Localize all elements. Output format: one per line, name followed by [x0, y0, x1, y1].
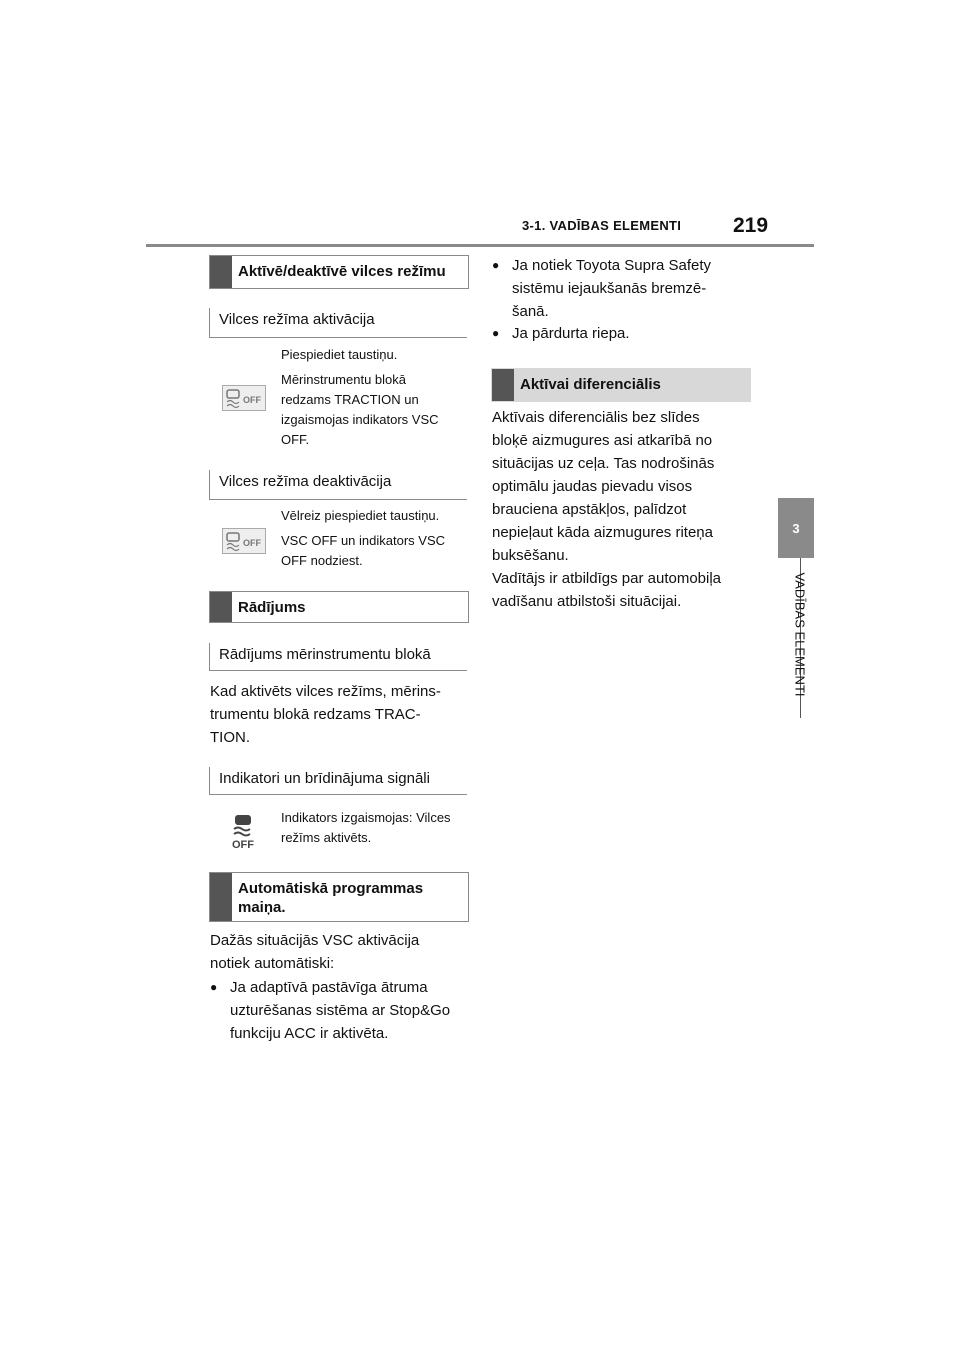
deactivation-result: VSC OFF un indikators VSC OFF nodziest.: [281, 533, 445, 568]
subheader-activation: Vilces režīma aktivācija: [209, 308, 467, 338]
page-number: 219: [733, 214, 769, 237]
activation-step: Piespiediet taustiņu.: [281, 347, 398, 362]
deactivation-step: Vēlreiz piespiediet taustiņu.: [281, 508, 440, 523]
section-header-text: Aktīvai diferenciālis: [520, 376, 661, 393]
chapter-number: 3: [792, 520, 800, 536]
header-rule: [146, 244, 814, 247]
subheader-deactivation: Vilces režīma deaktivācija: [209, 470, 467, 500]
subheader-indicators: Indikatori un brīdinājuma signāli: [209, 767, 467, 795]
list-item: ● Ja notiek Toyota Supra Safety sistēmu iejaukšanās bremzē- šanā.: [492, 257, 712, 320]
chapter-tab: [778, 498, 814, 558]
activation-result: Mērinstrumentu blokā redzams TRACTION un izgaismojas indikators VSC OFF.: [281, 372, 439, 447]
differential-text: Aktīvais diferenciālis bez slīdes bloķē aizmugures asi atkarībā no situācijas uz ceļa. Tas nodrošinās optimālu jaudas pievadu visos brauciena apstākļos, palīdzot nepieļaut kāda aizmugures riteņa buksēšanu.: [492, 409, 715, 564]
auto-text: Dažās situācijās VSC aktivācija notiek automātiski:: [210, 932, 420, 972]
traction-button-icon: [222, 385, 266, 411]
traction-button-icon: [222, 528, 266, 554]
svg-text:OFF: OFF: [243, 395, 261, 405]
traction-indicator-icon: [229, 814, 259, 850]
display-text: Kad aktivēts vilces režīms, mērins- trumentu blokā redzams TRAC- TION.: [210, 683, 441, 746]
list-item: ● Ja adaptīvā pastāvīga ātruma uzturēšanas sistēma ar Stop&Go funkciju ACC ir aktivēta.: [210, 979, 451, 1042]
svg-text:OFF: OFF: [243, 538, 261, 548]
driver-responsibility-text: Vadītājs ir atbildīgs par automobiļa vadīšanu atbilstoši situācijai.: [492, 570, 722, 610]
section-header-text: Rādījums: [238, 599, 306, 616]
section-header-text: Aktīvē/deaktīvē vilces režīmu: [238, 263, 446, 280]
svg-text:OFF: OFF: [232, 839, 254, 850]
section-header-auto: [209, 872, 469, 922]
section-header-traction: [209, 255, 469, 289]
section-header-differential: [491, 368, 751, 402]
subheader-display: Rādījums mērinstrumentu blokā: [209, 643, 467, 671]
indicator-text: Indikators izgaismojas: Vilces režīms aktivēts.: [281, 810, 451, 845]
list-item: ● Ja pārdurta riepa.: [492, 325, 630, 342]
section-title: 3-1. VADĪBAS ELEMENTI: [522, 218, 682, 233]
chapter-label: VADĪBAS ELEMENTI: [792, 572, 808, 697]
section-header-display: [209, 591, 469, 623]
section-header-text: Automātiskā programmas maiņa.: [238, 880, 424, 916]
